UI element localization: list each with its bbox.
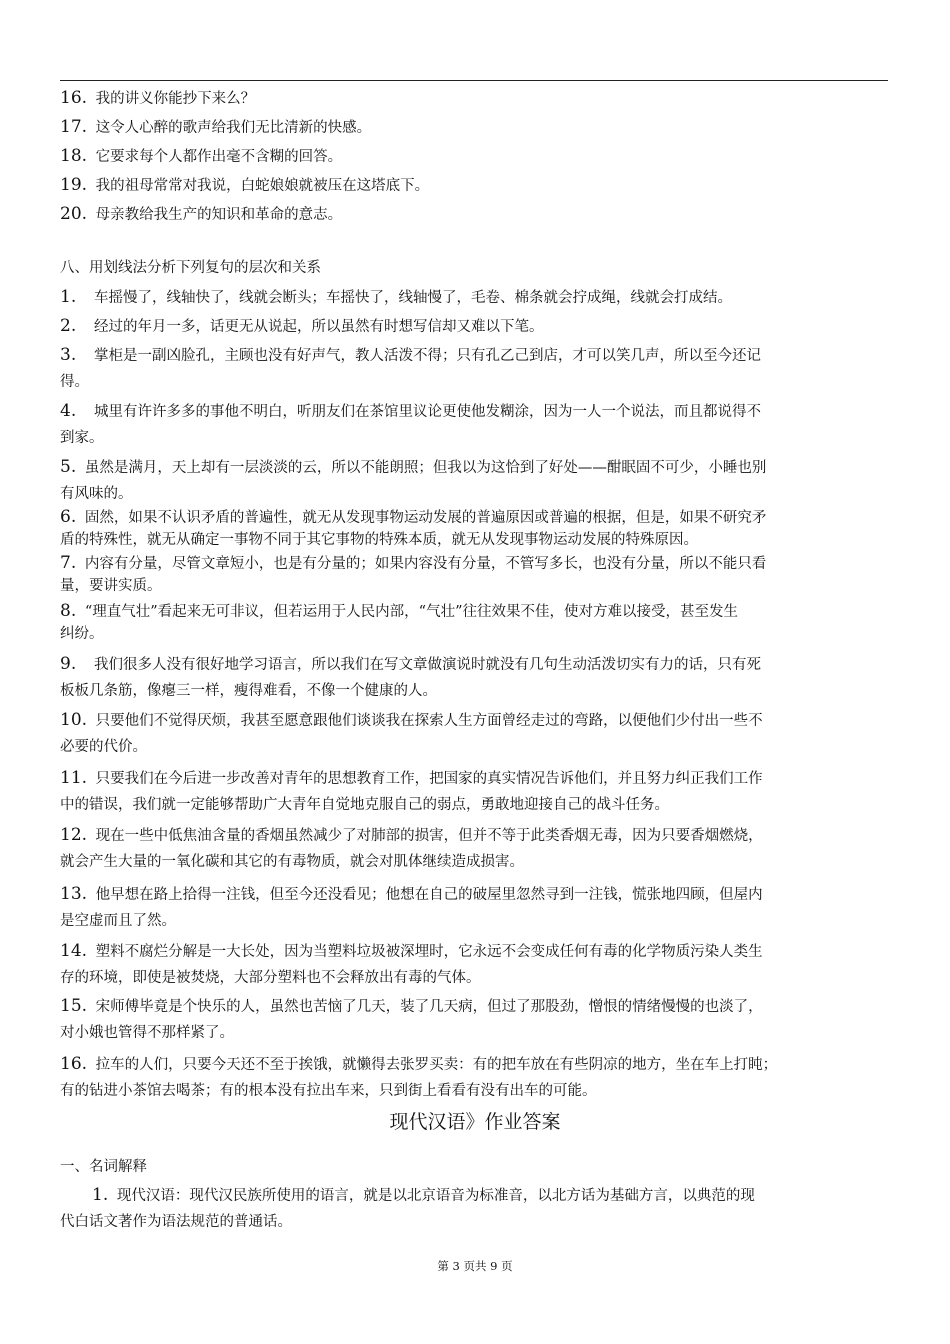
line-text: 就会产生大量的一氧化碳和其它的有毒物质，就会对肌体继续造成损害。 [60, 854, 524, 870]
definition-number: 1. [92, 1185, 109, 1205]
line-text: 中的错误，我们就一定能够帮助广大青年自觉地克服自己的弱点，勇敢地迎接自己的战斗任务。 [60, 797, 669, 813]
item-number: 14. [60, 941, 88, 961]
item-number: 2. [60, 316, 77, 336]
definition-line-cont: 代白话文著作为语法规范的普通话。 [60, 1214, 292, 1230]
text-line [60, 530, 698, 550]
text-line [60, 624, 104, 644]
text-line [60, 654, 761, 675]
text-line [60, 372, 89, 392]
line-text: 有风味的。 [60, 486, 133, 502]
text-line [60, 576, 162, 596]
item-number: 18. [60, 146, 88, 166]
item-number: 3. [60, 345, 77, 365]
line-text: 对小娥也管得不那样紧了。 [60, 1025, 234, 1041]
item-number: 6. [60, 507, 77, 527]
text-line [60, 88, 255, 109]
text-line [60, 457, 766, 478]
text-line [60, 204, 342, 225]
text-line [60, 316, 544, 337]
item-number: 13. [60, 884, 88, 904]
text-line [60, 146, 342, 167]
answer-title: 现代汉语》作业答案 [389, 1111, 561, 1133]
text-line [60, 1054, 777, 1075]
line-text: 只要我们在今后进一步改善对青年的思想教育工作，把国家的真实情况告诉他们，并且努力纠正我们工作 [91, 771, 763, 787]
item-number: 1. [60, 287, 77, 307]
line-text: 它要求每个人都作出毫不含糊的回答。 [91, 149, 343, 165]
text-line [60, 401, 761, 422]
item-number: 9. [60, 654, 77, 674]
line-text: 纠纷。 [60, 626, 104, 642]
line-text: 只要他们不觉得厌烦，我甚至愿意跟他们谈谈我在探索人生方面曾经走过的弯路，以便他们少付出一些不 [91, 713, 763, 729]
line-text: 经过的年月一多，话更无从说起，所以虽然有时想写信却又难以下笔。 [80, 319, 544, 335]
line-text: 是空虚而且了然。 [60, 913, 176, 929]
item-number: 16. [60, 1054, 88, 1074]
line-text: 现在一些中低焦油含量的香烟虽然减少了对肺部的损害，但并不等于此类香烟无毒，因为只要香烟燃烧， [91, 828, 763, 844]
line-text: 板板几条筋，像瘪三一样，瘦得难看，不像一个健康的人。 [60, 683, 437, 699]
text-line [60, 601, 738, 622]
line-text: 掌柜是一副凶脸孔，主顾也没有好声气，教人活泼不得；只有孔乙己到店，才可以笑几声，所以至今还记 [80, 348, 762, 364]
line-text: 这令人心醉的歌声给我们无比清新的快感。 [91, 120, 372, 136]
item-number: 20. [60, 204, 88, 224]
text-line [60, 768, 763, 789]
line-text: 得。 [60, 374, 89, 390]
line-text: 车摇慢了，线轴快了，线就会断头；车摇快了，线轴慢了，毛卷、棉条就会拧成绳，线就会打成结。 [80, 290, 733, 306]
text-line [60, 941, 763, 962]
line-text: 我的讲义你能抄下来么？ [91, 91, 256, 107]
text-line [60, 884, 763, 905]
line-text: “理直气壮”看起来无可非议，但若运用于人民内部，“气壮”往往效果不佳，使对方难以接受，甚至发生 [80, 604, 738, 620]
line-text: 宋师傅毕竟是个快乐的人，虽然也苦恼了几天，装了几天病，但过了那股劲，憎恨的情绪慢慢的也淡了， [91, 999, 763, 1015]
item-number: 19. [60, 175, 88, 195]
text-line [60, 345, 761, 366]
text-line [60, 911, 176, 931]
text-line [60, 507, 766, 528]
text-line [60, 737, 147, 757]
text-line [60, 825, 763, 846]
item-number: 4. [60, 401, 77, 421]
item-number: 16. [60, 88, 88, 108]
text-line [60, 287, 732, 308]
item-number: 8. [60, 601, 77, 621]
page-footer: 第 3 页共 9 页 [437, 1259, 513, 1273]
line-text: 盾的特殊性，就无从确定一事物不同于其它事物的特殊本质，就无从发现事物运动发展的特殊原因。 [60, 532, 698, 548]
text-line [60, 1023, 234, 1043]
item-number: 7. [60, 553, 77, 573]
line-text: 内容有分量，尽管文章短小，也是有分量的；如果内容没有分量，不管写多长，也没有分量，所以不能只看 [80, 556, 767, 572]
text-line [60, 710, 763, 731]
item-number: 10. [60, 710, 88, 730]
line-text: 他早想在路上拾得一注钱，但至今还没看见；他想在自己的破屋里忽然寻到一注钱，慌张地四顾，但屋内 [91, 887, 763, 903]
line-text: 我们很多人没有很好地学习语言，所以我们在写文章做演说时就没有几句生动活泼切实有力的话，只有死 [80, 657, 762, 673]
text-line [60, 996, 763, 1017]
text-line [60, 117, 371, 138]
line-text: 有的钻进小茶馆去喝茶；有的根本没有拉出车来，只到街上看看有没有出车的可能。 [60, 1083, 597, 1099]
text-line [60, 852, 524, 872]
text-line [60, 428, 104, 448]
line-text: 塑料不腐烂分解是一大长处，因为当塑料垃圾被深埋时，它永远不会变成任何有毒的化学物质污染人类生 [91, 944, 763, 960]
line-text: 必要的代价。 [60, 739, 147, 755]
text-line [60, 968, 481, 988]
section-heading-definitions: 一、名词解释 [60, 1159, 147, 1175]
item-number: 11. [60, 768, 88, 788]
text-line [60, 1081, 597, 1101]
item-number: 5. [60, 457, 77, 477]
line-text: 量，要讲实质。 [60, 578, 162, 594]
line-text: 八、用划线法分析下列复句的层次和关系 [60, 260, 321, 276]
line-text: 母亲教给我生产的知识和革命的意志。 [91, 207, 343, 223]
item-number: 12. [60, 825, 88, 845]
line-text: 固然，如果不认识矛盾的普遍性，就无从发现事物运动发展的普遍原因或普遍的根据，但是，如果不研究矛 [80, 510, 767, 526]
definition-text: 现代汉语：现代汉民族所使用的语言，就是以北京语音为标准音，以北方话为基础方言，以典范的现 [112, 1188, 755, 1204]
text-line [60, 553, 766, 574]
text-line [60, 175, 429, 196]
text-line [60, 258, 321, 278]
definition-line [92, 1185, 755, 1206]
line-text: 虽然是满月，天上却有一层淡淡的云，所以不能朗照；但我以为这恰到了好处——酣眠固不可少，小睡也别 [80, 460, 767, 476]
text-line [60, 795, 669, 815]
top-rule [60, 80, 888, 81]
text-line [60, 681, 437, 701]
line-text: 城里有许许多多的事他不明白，听朋友们在茶馆里议论更使他发糊涂，因为一人一个说法，而且都说得不 [80, 404, 762, 420]
item-number: 17. [60, 117, 88, 137]
line-text: 到家。 [60, 430, 104, 446]
item-number: 15. [60, 996, 88, 1016]
line-text: 存的环境，即使是被焚烧，大部分塑料也不会释放出有毒的气体。 [60, 970, 481, 986]
line-text: 拉车的人们，只要今天还不至于挨饿，就懒得去张罗买卖：有的把车放在有些阴凉的地方，坐在车上打盹； [91, 1057, 778, 1073]
line-text: 我的祖母常常对我说，白蛇娘娘就被压在这塔底下。 [91, 178, 430, 194]
text-line [60, 484, 133, 504]
